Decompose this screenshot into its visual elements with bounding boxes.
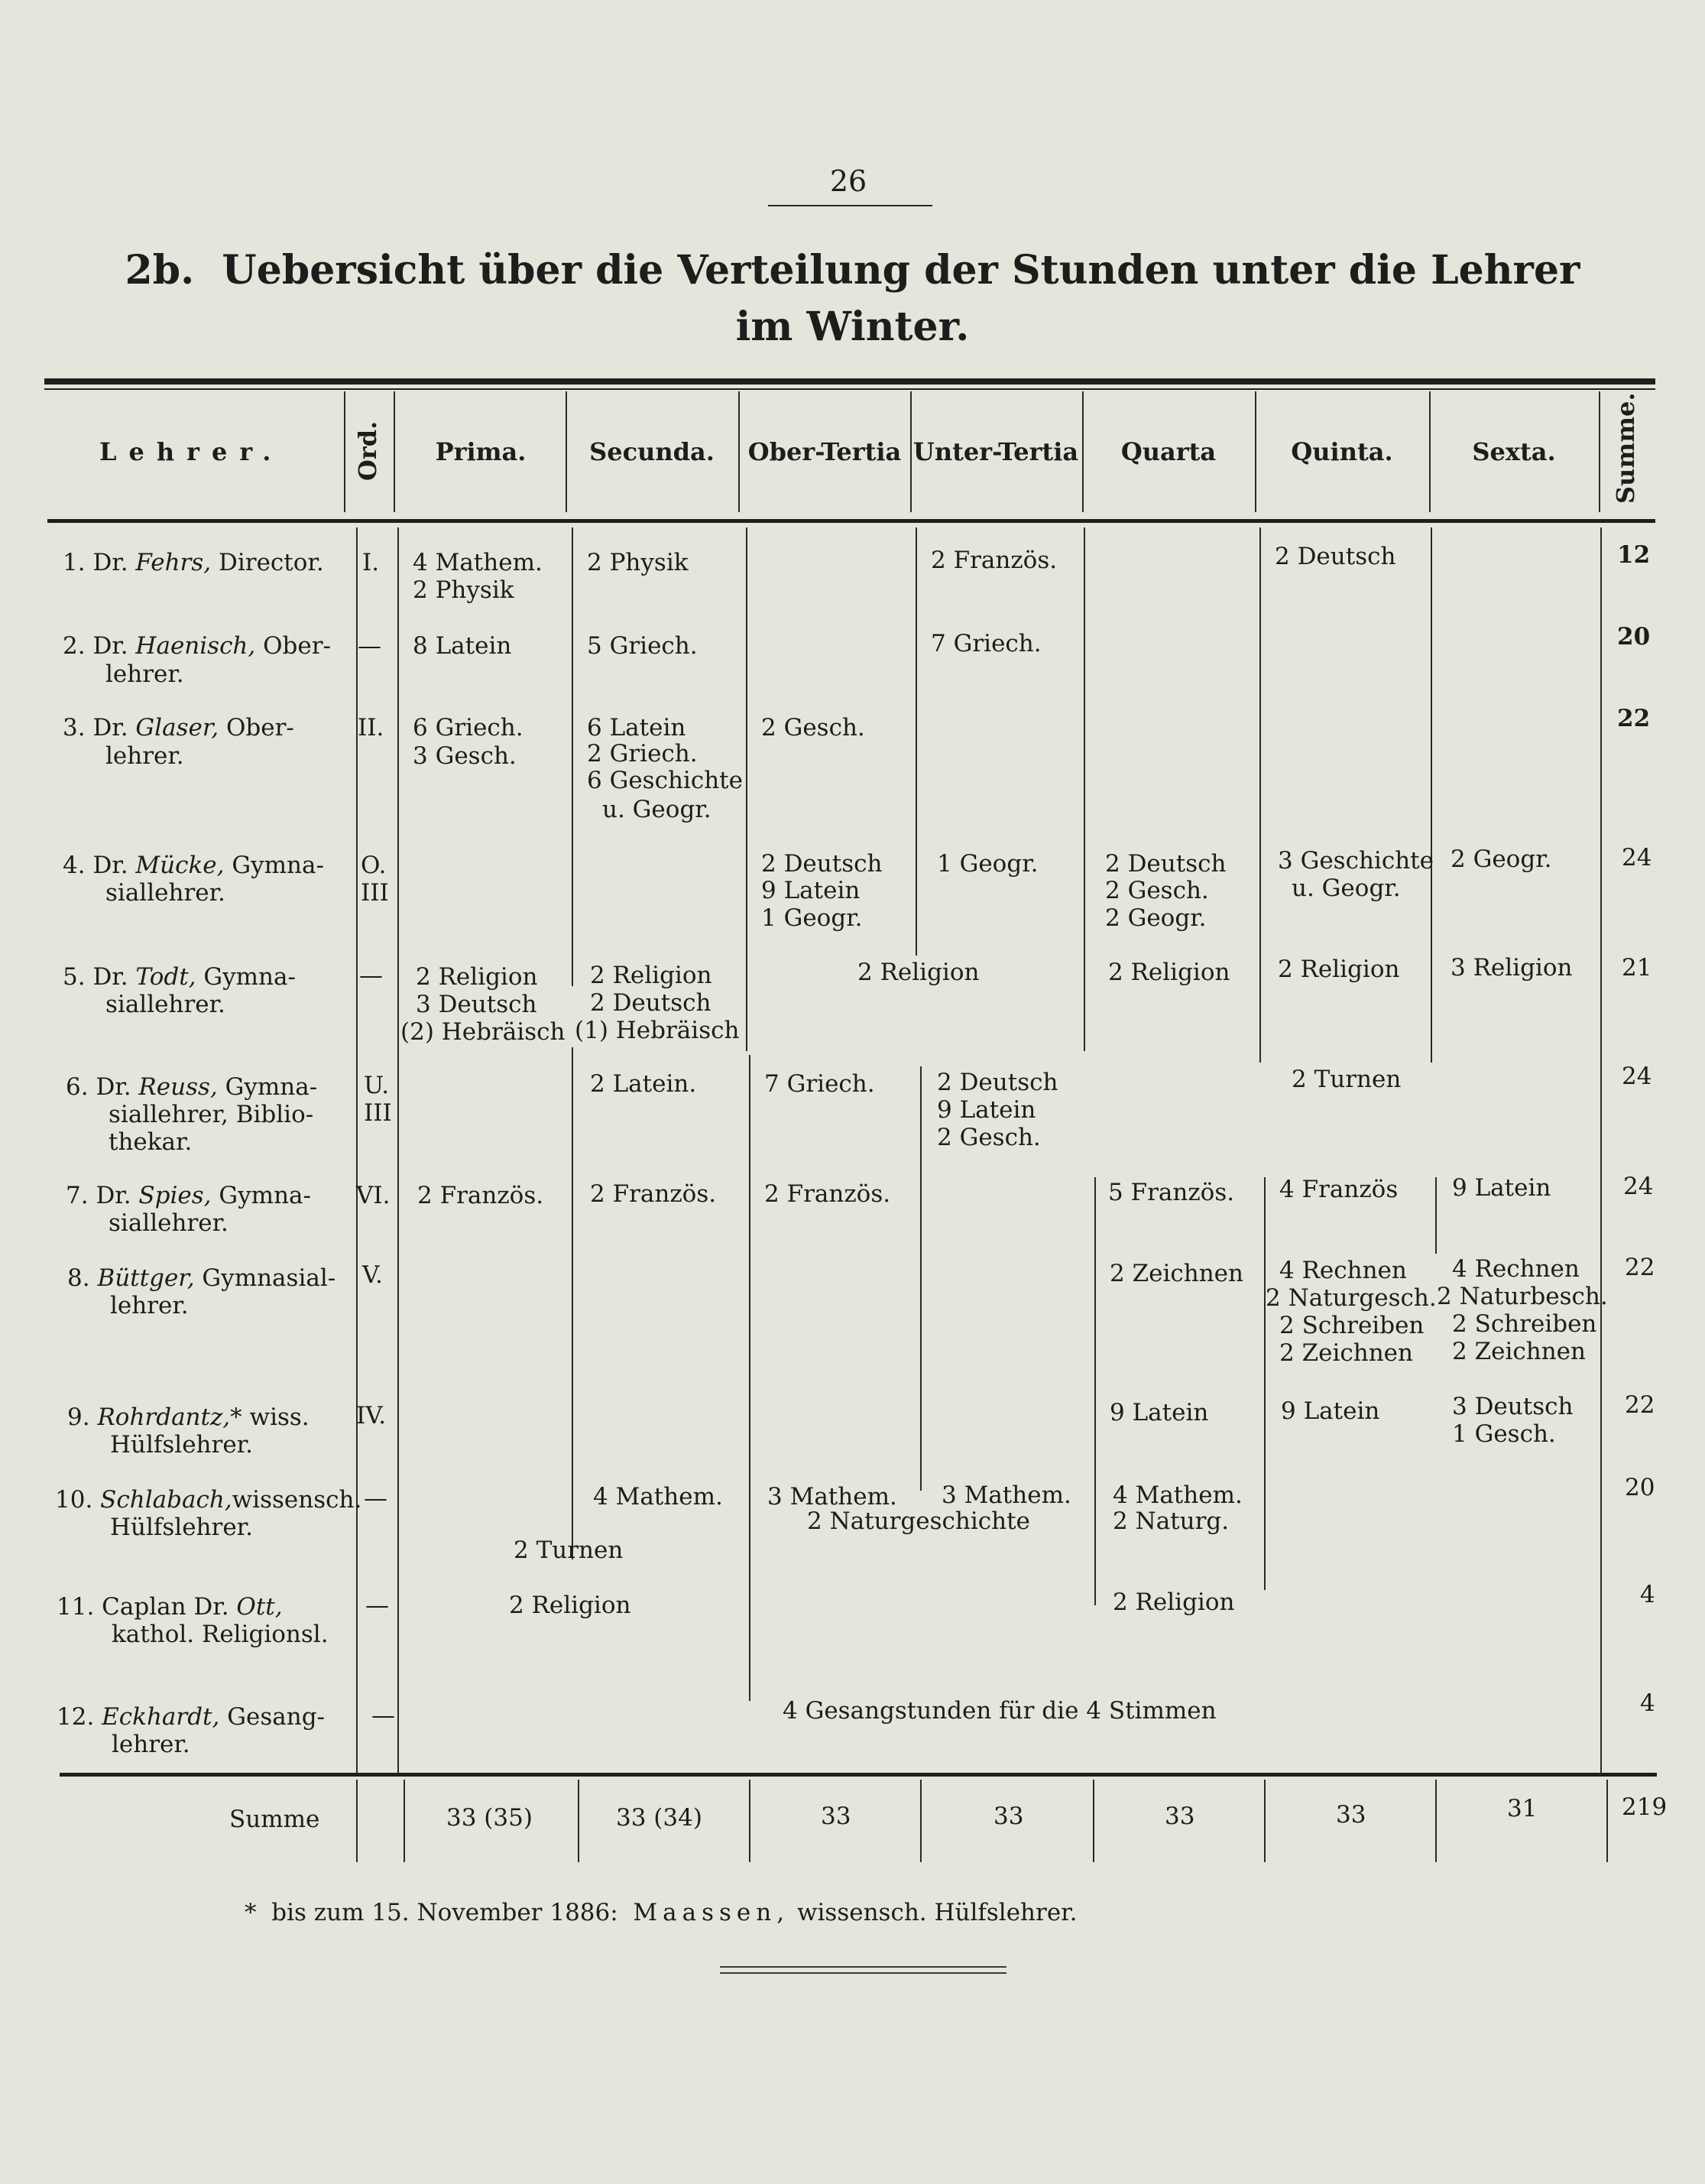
cell-tertia-span: 2 Naturgeschichte (807, 1507, 1030, 1535)
header-bottom-rule (47, 519, 1655, 523)
cell-prima: 2 Französ. (417, 1182, 544, 1209)
total-sexta: 31 (1507, 1795, 1538, 1822)
cell-sexta: 2 Zeichnen (1452, 1338, 1586, 1365)
row-teacher-line2: siallehrer. (105, 879, 225, 907)
cell-ober-tertia: 9 Latein (761, 877, 861, 904)
cell-quinta: 2 Zeichnen (1279, 1339, 1413, 1367)
cell-secunda: 2 Deutsch (590, 989, 711, 1017)
cell-sexta: 9 Latein (1452, 1174, 1551, 1202)
cell-prima: (2) Hebräisch (400, 1018, 566, 1046)
total-prima: 33 (35) (446, 1804, 533, 1832)
col-divider (1264, 1177, 1266, 1590)
cell-quarta: 2 Zeichnen (1110, 1260, 1243, 1287)
title-line1: Uebersicht über die Verteilung der Stunden unter die Lehrer (222, 247, 1580, 294)
row-teacher: 11. Caplan Dr. Ott, (57, 1593, 283, 1621)
row-ord: — (364, 1485, 387, 1512)
cell-quarta: 2 Geogr. (1105, 904, 1207, 932)
cell-prima-secunda-span: 2 Turnen (514, 1537, 624, 1564)
row-teacher-line2: lehrer. (110, 1292, 189, 1319)
row-teacher: 5. Dr. Todt, Gymna- (63, 963, 296, 991)
cell-unter-tertia: 3 Mathem. (942, 1481, 1071, 1509)
cell-summe: 4 (1640, 1689, 1655, 1717)
cell-secunda: 2 Religion (590, 962, 712, 989)
row-teacher: 7. Dr. Spies, Gymna- (66, 1182, 311, 1209)
total-divider (749, 1780, 750, 1862)
header-quinta: Quinta. (1291, 437, 1393, 466)
cell-quarta-quinta-span: 2 Turnen (1292, 1066, 1402, 1093)
total-label: Summe (229, 1806, 320, 1833)
cell-ober-tertia: 2 Deutsch (761, 850, 883, 878)
cell-quinta: 2 Schreiben (1279, 1312, 1425, 1339)
cell-secunda: 6 Latein (587, 714, 686, 742)
hdr-divider (344, 391, 345, 512)
cell-summe: 24 (1623, 1173, 1654, 1200)
cell-quinta: 4 Französ (1279, 1176, 1399, 1203)
cell-quarta: 5 Französ. (1108, 1179, 1235, 1206)
row-teacher: 10. Schlabach,wissensch. (55, 1486, 362, 1514)
cell-summe: 21 (1622, 954, 1652, 982)
cell-secunda: u. Geogr. (602, 796, 711, 823)
cell-tertia-span: 2 Religion (857, 959, 980, 986)
row-ord: II. (358, 714, 384, 742)
header-secunda: Secunda. (589, 437, 715, 466)
col-divider (572, 1047, 573, 1559)
cell-summe: 4 (1640, 1581, 1655, 1608)
cell-summe: 24 (1622, 1063, 1652, 1090)
page-number: 26 (829, 164, 867, 198)
header-summe: Summe. (1611, 392, 1640, 504)
header-unter-tertia: Unter-Tertia (912, 437, 1079, 466)
header-prima: Prima. (435, 437, 527, 466)
cell-summe: 22 (1625, 1391, 1655, 1419)
row-ord: IV. (356, 1402, 387, 1429)
page-title-line2: im Winter. (735, 303, 970, 350)
cell-secunda: 4 Mathem. (593, 1483, 723, 1511)
footer-rule (720, 1972, 1006, 1974)
cell-unter-tertia: 2 Gesch. (937, 1124, 1041, 1151)
row-ord: U. (364, 1072, 390, 1099)
row-ord: — (359, 962, 383, 989)
cell-secunda: (1) Hebräisch (575, 1017, 740, 1044)
cell-sexta: 3 Religion (1451, 954, 1573, 982)
cell-span-all: 4 Gesangstunden für die 4 Stimmen (783, 1697, 1217, 1725)
cell-secunda: 2 Griech. (587, 740, 698, 767)
row-teacher-line2: siallehrer. (109, 1209, 229, 1237)
header-ord: Ord. (353, 420, 382, 481)
col-divider (1084, 527, 1085, 1051)
total-quinta: 33 (1336, 1801, 1366, 1829)
col-divider (1094, 1177, 1096, 1605)
page-number-rule (768, 205, 932, 206)
col-divider (1431, 527, 1432, 1063)
row-teacher: 2. Dr. Haenisch, Ober- (63, 632, 332, 660)
cell-quinta: 2 Deutsch (1275, 543, 1396, 570)
cell-summe: 20 (1617, 623, 1651, 651)
cell-quinta: 2 Religion (1278, 956, 1400, 983)
table-top-rule-thin (44, 388, 1655, 390)
row-ord: III (364, 1099, 392, 1127)
cell-ober-tertia: 2 Französ. (764, 1180, 891, 1208)
total-divider (1264, 1780, 1266, 1862)
cell-quinta: u. Geogr. (1292, 875, 1401, 902)
cell-secunda: 5 Griech. (587, 632, 698, 660)
total-divider (1435, 1780, 1437, 1862)
total-quarta: 33 (1165, 1803, 1195, 1830)
cell-unter-tertia: 7 Griech. (931, 630, 1042, 657)
header-ober-tertia: Ober-Tertia (747, 437, 902, 466)
row-teacher: 1. Dr. Fehrs, Director. (63, 549, 324, 576)
cell-quinta: 9 Latein (1281, 1397, 1380, 1425)
table-top-rule (44, 378, 1655, 385)
page-title (0, 243, 1705, 298)
cell-unter-tertia: 9 Latein (937, 1096, 1036, 1124)
cell-sexta: 2 Schreiben (1452, 1310, 1597, 1338)
cell-prima: 8 Latein (413, 632, 512, 660)
row-teacher-line2: lehrer. (105, 742, 184, 770)
cell-secunda: 2 Physik (587, 549, 689, 576)
cell-sexta: 2 Naturbesch. (1437, 1283, 1608, 1310)
cell-quarta: 2 Naturg. (1113, 1507, 1230, 1535)
hdr-divider (1599, 391, 1600, 512)
cell-ober-tertia: 2 Gesch. (761, 714, 865, 742)
hdr-divider (394, 391, 395, 512)
cell-summe: 22 (1617, 705, 1651, 732)
col-divider (1435, 1177, 1437, 1254)
row-ord: — (358, 632, 381, 660)
row-ord: — (365, 1592, 389, 1619)
col-divider (920, 1066, 922, 1491)
row-teacher-line2: siallehrer. (105, 991, 225, 1018)
cell-quinta: 3 Geschichte (1278, 847, 1434, 875)
row-teacher: 8. Büttger, Gymnasial- (67, 1264, 336, 1292)
row-ord: O. (361, 852, 387, 879)
row-teacher: 9. Rohrdantz,* wiss. (67, 1404, 310, 1431)
cell-unter-tertia: 2 Deutsch (937, 1069, 1058, 1096)
header-quarta: Quarta (1120, 437, 1217, 466)
cell-prima: 4 Mathem. (413, 549, 543, 576)
cell-sexta: 1 Gesch. (1452, 1420, 1556, 1448)
row-teacher-line2: Hülfslehrer. (110, 1431, 253, 1459)
cell-quarta: 2 Religion (1108, 959, 1230, 986)
cell-secunda: 2 Französ. (590, 1180, 717, 1208)
cell-summe: 20 (1625, 1474, 1655, 1501)
row-teacher: 12. Eckhardt, Gesang- (57, 1703, 326, 1731)
row-ord: VI. (356, 1182, 391, 1209)
total-unter-tertia: 33 (994, 1803, 1024, 1830)
row-ord: V. (362, 1261, 383, 1289)
total-divider (404, 1780, 405, 1862)
total-ober-tertia: 33 (821, 1803, 851, 1830)
cell-prima: 2 Religion (416, 963, 538, 991)
footer-rule (720, 1966, 1006, 1968)
cell-summe: 22 (1625, 1254, 1655, 1281)
total-divider (920, 1780, 922, 1862)
row-teacher-line2: Hülfslehrer. (110, 1514, 253, 1541)
cell-quarta: 4 Mathem. (1113, 1481, 1243, 1509)
cell-prima: 6 Griech. (413, 714, 523, 742)
cell-sexta: 3 Deutsch (1452, 1393, 1574, 1420)
cell-ober-tertia: 1 Geogr. (761, 904, 863, 932)
col-divider (397, 527, 399, 1773)
title-prefix: 2b. (125, 247, 195, 294)
cell-unter-tertia: 2 Französ. (931, 547, 1058, 574)
total-divider (1606, 1780, 1608, 1862)
header-sexta: Sexta. (1472, 437, 1556, 466)
col-divider (1600, 527, 1602, 1773)
cell-quarta: 2 Religion (1113, 1589, 1235, 1616)
col-divider (749, 1055, 750, 1701)
cell-prima-secunda-span: 2 Religion (509, 1592, 631, 1619)
footnote: * bis zum 15. November 1886: Maassen, wissensch. Hülfslehrer. (245, 1899, 1078, 1926)
cell-sexta: 4 Rechnen (1452, 1255, 1580, 1283)
row-teacher: 4. Dr. Mücke, Gymna- (63, 852, 324, 879)
cell-summe: 24 (1622, 844, 1652, 871)
row-teacher: 6. Dr. Reuss, Gymna- (66, 1073, 318, 1101)
row-ord: I. (362, 549, 380, 576)
row-teacher-line2: kathol. Religionsl. (112, 1621, 329, 1648)
cell-unter-tertia: 1 Geogr. (937, 850, 1039, 878)
cell-summe: 12 (1617, 541, 1651, 569)
row-ord: III (361, 879, 389, 907)
body-bottom-rule (60, 1773, 1657, 1777)
row-teacher-line2: siallehrer, Biblio- (109, 1101, 314, 1128)
cell-prima: 3 Gesch. (413, 742, 517, 770)
cell-prima: 2 Physik (413, 576, 514, 604)
col-divider (1259, 527, 1261, 1063)
row-teacher-line2: lehrer. (105, 660, 184, 688)
cell-quarta: 2 Deutsch (1105, 850, 1227, 878)
row-teacher-line2: lehrer. (112, 1731, 190, 1758)
col-divider (746, 527, 747, 1051)
col-divider (572, 527, 573, 986)
total-divider (356, 1780, 358, 1862)
row-teacher-line3: thekar. (109, 1128, 193, 1156)
cell-secunda: 2 Latein. (590, 1070, 697, 1098)
cell-ober-tertia: 7 Griech. (764, 1070, 875, 1098)
cell-secunda: 6 Geschichte (587, 767, 743, 794)
total-divider (578, 1780, 579, 1862)
row-teacher: 3. Dr. Glaser, Ober- (63, 714, 294, 742)
cell-quinta: 2 Naturgesch. (1266, 1284, 1437, 1312)
cell-ober-tertia: 3 Mathem. (767, 1483, 897, 1511)
header-lehrer: Lehrer. (99, 437, 284, 466)
cell-quarta: 2 Gesch. (1105, 877, 1209, 904)
cell-sexta: 2 Geogr. (1451, 845, 1552, 873)
total-summe: 219 (1622, 1793, 1668, 1821)
total-secunda: 33 (34) (616, 1804, 702, 1832)
cell-quinta: 4 Rechnen (1279, 1257, 1407, 1284)
total-divider (1093, 1780, 1094, 1862)
cell-prima: 3 Deutsch (416, 991, 537, 1018)
col-divider (916, 527, 917, 956)
cell-quarta: 9 Latein (1110, 1399, 1209, 1426)
row-ord: — (371, 1702, 395, 1729)
